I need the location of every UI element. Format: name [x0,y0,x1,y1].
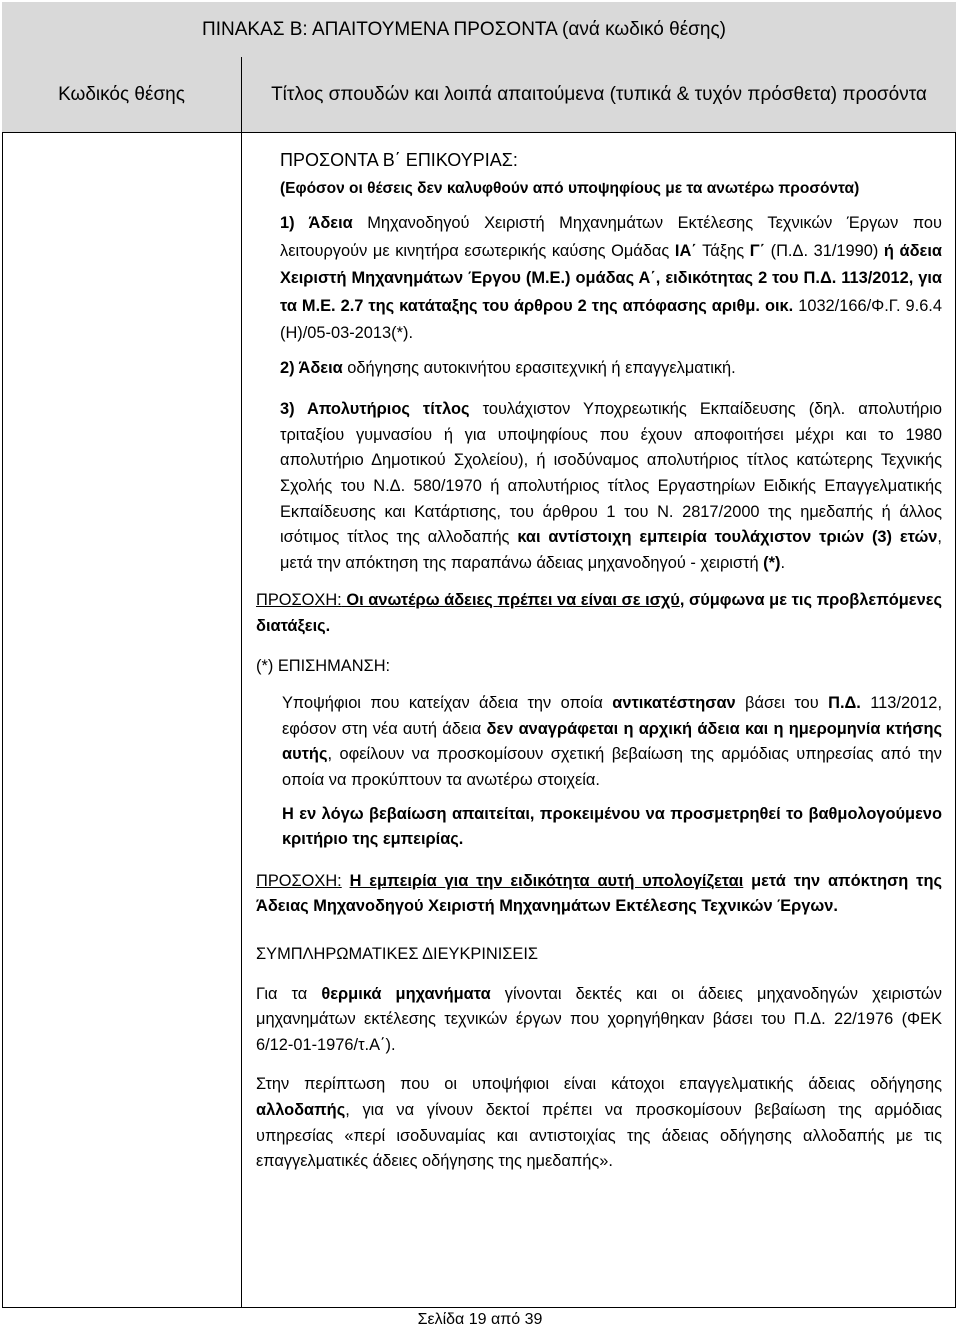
table-title: ΠΙΝΑΚΑΣ Β: ΑΠΑΙΤΟΥΜΕΝΑ ΠΡΟΣΟΝΤΑ (ανά κωδικό θέσης) [202,18,726,40]
page-number: Σελίδα 19 από 39 [417,1311,543,1328]
item-1: 1) Άδεια Μηχανοδηγού Χειριστή Μηχανημάτων Εκτέλεσης Τεχνικών Έργων που λειτουργούν με κινητήρα εσωτερικής καύσης Ομάδας ΙΑ΄ Τάξης Γ΄ (Π.Δ. 31/1990) ή άδεια Χειριστή Μηχανημάτων Έργου (Μ.Ε.) ομάδας Α΄, ειδικότητας 2 του Π.Δ. 113/2012, για τα Μ.Ε. 2.7 της κατάταξης του άρθρου 2 της απόφασης αριθμ. οικ. 1032/166/Φ.Γ. 9.6.4 (Η)/05-03-2013(*). [280,214,942,343]
column-header-code: Κωδικός θέσης [2,57,242,133]
note-heading: (*) ΕΠΙΣΗΜΑΝΣΗ: [256,656,391,675]
supplementary-heading: ΣΥΜΠΛΗΡΩΜΑΤΙΚΕΣ ΔΙΕΥΚΡΙΝΙΣΕΙΣ [256,944,539,963]
item-3: 3) Απολυτήριος τίτλος τουλάχιστον Υποχρεωτικής Εκπαίδευσης (δηλ. απολυτήριο τριταξίου γυμνασίου ή για υποψηφίους που έχουν αποφοιτήσει μέχρι και το 1980 απολυτήριο Δημοτικού Σχολείου), ή ισοδύναμος απολυτήριος τίτλος κατώτερης Τεχνικής Σχολής του Ν.Δ. 580/1970 ή απολυτήριος τίτλος Εργαστηρίων Ειδικής Επαγγελματικής Εκπαίδευσης και Κατάρτισης, του άρθρου 1 του Ν. 2817/2000 της ημεδαπής ή άλλος ισότιμος τίτλος της αλλοδαπής και αντίστοιχη εμπειρία τουλάχιστον τριών (3) ετών, μετά την απόκτηση της παραπάνω άδειας μηχανοδηγού - χειριστή (*). [280,400,942,572]
table-header-row [2,57,956,133]
section-note: (Εφόσον οι θέσεις δεν καλυφθούν από υποψηφίους με τα ανωτέρω προσόντα) [280,179,860,197]
column-divider [241,132,242,1308]
supplementary-paragraph-2: Στην περίπτωση που οι υποψήφιοι είναι κάτοχοι επαγγελματικής άδειας οδήγησης αλλοδαπής, για να γίνουν δεκτοί πρέπει να προσκομίσουν βεβαίωση της αρμόδιας υπηρεσίας «περί ισοδυναμίας και αντιστοιχίας της άδειας οδήγησης αλλοδαπής με τις επαγγελματικές άδειες οδήγησης της ημεδαπής». [256,1075,942,1171]
qualifications-cell [256,148,942,1175]
column-header-qualifications: Τίτλος σπουδών και λοιπά απαιτούμενα (τυπικά & τυχόν πρόσθετα) προσόντα [271,84,927,105]
section-heading: ΠΡΟΣΟΝΤΑ Β΄ ΕΠΙΚΟΥΡΙΑΣ: [280,150,518,170]
note-paragraph-2: Η εν λόγω βεβαίωση απαιτείται, προκειμένου να προσμετρηθεί το βαθμολογούμενο κριτήριο της εμπειρίας. [282,804,942,849]
attention-note-2: ΠΡΟΣΟΧΗ: Η εμπειρία για την ειδικότητα αυτή υπολογίζεται μετά την απόκτηση της Άδειας Μηχανοδηγού Χειριστή Μηχανημάτων Εκτέλεσης Τεχνικών Έργων. [256,871,942,916]
attention-note-1: ΠΡΟΣΟΧΗ: Οι ανωτέρω άδειες πρέπει να είναι σε ισχύ, σύμφωνα με τις προβλεπόμενες διατάξεις. [256,591,942,636]
note-paragraph-1: Υποψήφιοι που κατείχαν άδεια την οποία αντικατέστησαν βάσει του Π.Δ. 113/2012, εφόσον στη νέα αυτή άδεια δεν αναγράφεται η αρχική άδεια και η ημερομηνία κτήσης αυτής, οφείλουν να προσκομίσουν σχετική βεβαίωση της αρμόδιας υπηρεσίας από την οποία να προκύπτουν τα ανωτέρω στοιχεία. [282,694,942,789]
supplementary-paragraph-1: Για τα θερμικά μηχανήματα γίνονται δεκτές και οι άδειες μηχανοδηγών χειριστών μηχανημάτων εκτέλεσης τεχνικών έργων που χορηγήθηκαν βάσει του Π.Δ. 22/1976 (ΦΕΚ 6/12-01-1976/τ.Α΄). [256,984,942,1054]
item-2: 2) Άδεια οδήγησης αυτοκινήτου ερασιτεχνική ή επαγγελματική. [280,358,736,377]
table-title-row [2,2,956,58]
